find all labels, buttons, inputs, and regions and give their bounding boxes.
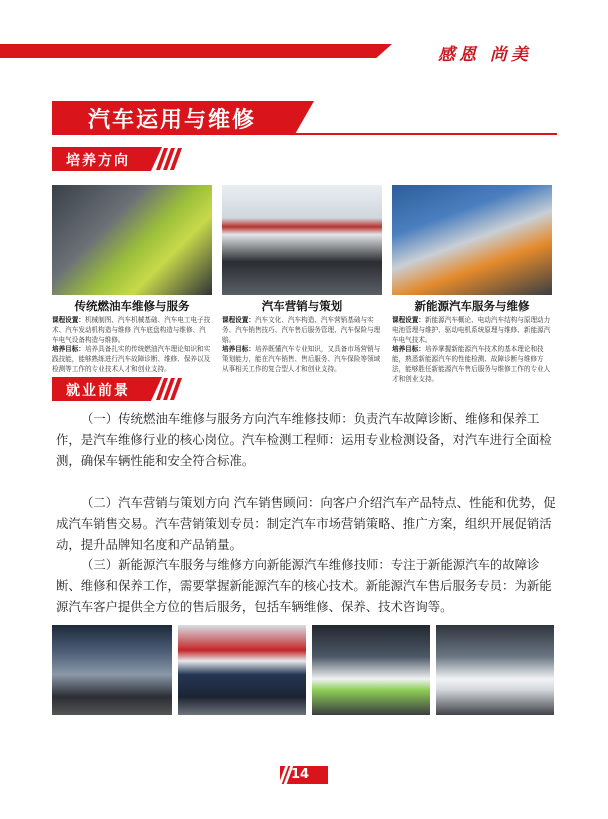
course-title: 汽车营销与策划 bbox=[261, 299, 343, 313]
course-description bbox=[52, 316, 212, 375]
employment-paragraph: （三）新能源汽车服务与维修方向新能源汽车维修技师：专注于新能源汽车的故障诊断、维修和保养工作，需要掌握新能源汽车的核心技术。新能源汽车售后服务专员：为新能源汽车客户提供全方位的售后服务，包括车辆维修、保养、技术咨询等。 bbox=[56, 557, 552, 614]
course-title: 新能源汽车服务与维修 bbox=[414, 299, 530, 313]
motto: 感恩 尚美 bbox=[438, 45, 532, 65]
photo-car-service-bay bbox=[312, 625, 430, 715]
course-description bbox=[222, 316, 382, 375]
employment-paragraph: （一）传统燃油车维修与服务方向汽车维修技师：负责汽车故障诊断、维修和保养工作，是汽车维修行业的核心岗位。汽车检测工程师：运用专业检测设备，对汽车进行全面检测，确保车辆性能和安全符合标准。 bbox=[56, 411, 552, 468]
photo-workshop-group bbox=[52, 625, 172, 715]
course-title: 传统燃油车维修与服务 bbox=[74, 299, 190, 313]
setup-text: 机械制图、汽车机械基础、汽车电工电子技术、汽车发动机构造与维修 汽车底盘构造与维修、汽车电气设备构造与维修。 bbox=[52, 316, 211, 344]
photo-car-showroom bbox=[436, 625, 554, 715]
photo-new-energy-workshop bbox=[392, 185, 552, 295]
goal-text: 培养具备扎实的传统燃油汽车理论知识和实践技能，能够熟练进行汽车故障诊断、维修、保养以及检测等工作的专业技术人才和创业支持。 bbox=[52, 345, 211, 373]
goal-text: 培养掌握新能源汽车技术的基本理论和技能，熟悉新能源汽车的性能检测、故障诊断与维修方法，能够胜任新能源汽车售后服务与维修工作的专业人才和创业支持。 bbox=[392, 345, 551, 383]
section-title-employment: 就业前景 bbox=[66, 383, 130, 399]
page-number: 14 bbox=[291, 767, 310, 782]
setup-label: 课程设置： bbox=[52, 316, 85, 324]
top-red-band bbox=[0, 44, 392, 58]
setup-text: 汽车文化、汽车构造、汽车营销基础与实务、汽车销售技巧、汽车售后服务管理、汽车保险与理赔。 bbox=[222, 316, 381, 344]
photo-group-portrait bbox=[178, 625, 306, 715]
setup-label: 课程设置： bbox=[392, 316, 425, 324]
setup-label: 课程设置： bbox=[222, 316, 255, 324]
course-description bbox=[392, 316, 552, 385]
title-underline bbox=[52, 133, 557, 135]
goal-text: 培养既懂汽车专业知识，又具备市场营销与策划能力，能在汽车销售、售后服务、汽车保险等领域从事相关工作的复合型人才和创业支持。 bbox=[222, 345, 381, 373]
photo-engine-repair bbox=[52, 185, 212, 295]
goal-label: 培养目标： bbox=[392, 345, 425, 354]
page-title: 汽车运用与维修 bbox=[88, 108, 257, 133]
setup-text: 新能源汽车概论、电动汽车结构与原理动力电池管理与维护、驱动电机系统原理与维修、新能源汽车电气技术。 bbox=[392, 316, 551, 344]
goal-label: 培养目标： bbox=[52, 345, 85, 354]
goal-label: 培养目标： bbox=[222, 345, 255, 354]
photo-marketing-class bbox=[222, 185, 382, 295]
employment-paragraph: （二）汽车营销与策划方向 汽车销售顾问：向客户介绍汽车产品特点、性能和优势，促成汽车销售交易。汽车营销策划专员：制定汽车市场营销策略、推广方案，组织开展促销活动，提升品牌知名度和产品销量。 bbox=[56, 495, 556, 552]
section-title-training: 培养方向 bbox=[66, 153, 130, 169]
